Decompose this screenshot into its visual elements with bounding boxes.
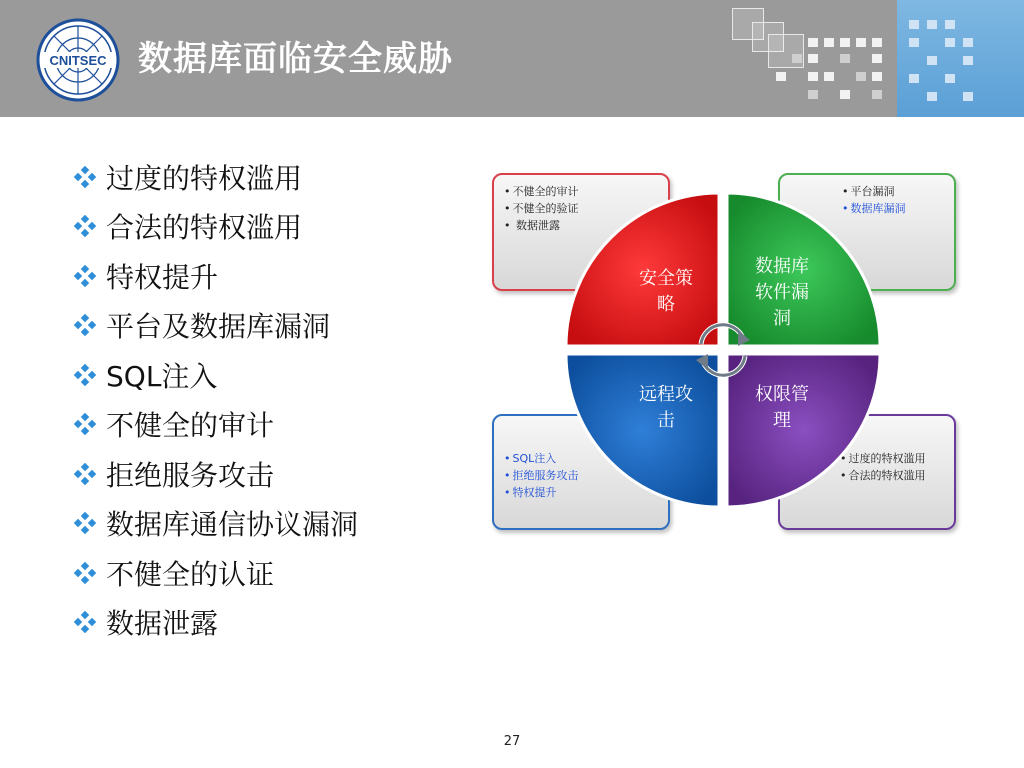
svg-text:CNITSEC: CNITSEC (49, 53, 107, 68)
decor-square (808, 54, 818, 63)
bullet-text: 拒绝服务攻击 (106, 458, 275, 492)
diamond-bullet-icon (74, 314, 96, 336)
diamond-bullet-icon (74, 413, 96, 435)
list-item (74, 400, 358, 450)
cnitsec-logo (36, 18, 120, 102)
decor-square (909, 38, 919, 47)
box-item: • 不健全的验证 (504, 200, 658, 217)
quadrant-label-security-policy: 安全策 略 (639, 268, 693, 315)
decor-square (808, 72, 818, 81)
decor-square (856, 72, 866, 81)
list-item (74, 449, 358, 499)
decor-square (840, 38, 850, 47)
decor-square (824, 72, 834, 81)
header-bar (0, 0, 1024, 117)
diamond-bullet-icon (74, 215, 96, 237)
box-item: • 平台漏洞 (842, 183, 944, 200)
decor-square (927, 56, 937, 65)
diamond-bullet-icon (74, 562, 96, 584)
threat-bullet-list (74, 152, 358, 647)
list-item (74, 251, 358, 301)
decor-square (945, 38, 955, 47)
list-item (74, 548, 358, 598)
decor-square (872, 38, 882, 47)
quadrant-label-privilege-mgmt: 权限管 理 (755, 384, 809, 431)
decor-square (927, 92, 937, 101)
box-item: • 特权提升 (504, 484, 658, 501)
page-title: 数据库面临安全威胁 (138, 39, 453, 79)
decor-square (872, 90, 882, 99)
box-item: • SQL注入 (504, 450, 658, 467)
decor-square (792, 54, 802, 63)
box-item: • 数据库漏洞 (842, 200, 944, 217)
diamond-bullet-icon (74, 463, 96, 485)
bullet-text: 特权提升 (106, 260, 219, 294)
decor-square (872, 72, 882, 81)
decor-square (856, 38, 866, 47)
bullet-text: 合法的特权滥用 (106, 211, 303, 245)
decor-square (945, 74, 955, 83)
decor-square (840, 54, 850, 63)
box-item: • 数据泄露 (504, 217, 658, 234)
bullet-text: 平台及数据库漏洞 (106, 310, 331, 344)
bullet-text: 数据库通信协议漏洞 (106, 508, 359, 542)
quadrant-label-remote-attack: 远程攻 击 (639, 384, 693, 431)
decor-square (808, 38, 818, 47)
list-item (74, 202, 358, 252)
cycle-arrows-icon (696, 325, 750, 375)
diamond-bullet-icon (74, 611, 96, 633)
decor-square (963, 38, 973, 47)
header-blue-panel (897, 0, 1024, 117)
list-item (74, 152, 358, 202)
quadrant-circle (562, 188, 884, 512)
decor-square (945, 20, 955, 29)
decor-square (776, 72, 786, 81)
box-item: • 不健全的审计 (504, 183, 658, 200)
diamond-bullet-icon (74, 512, 96, 534)
quadrant-label-db-software-vuln: 数据库 软件漏 洞 (755, 256, 809, 329)
list-item (74, 301, 358, 351)
decor-square (872, 54, 882, 63)
diamond-bullet-icon (74, 166, 96, 188)
decor-square (963, 92, 973, 101)
bullet-text: SQL注入 (106, 359, 218, 393)
bullet-text: 过度的特权滥用 (106, 161, 303, 195)
bullet-text: 不健全的审计 (106, 409, 275, 443)
diamond-bullet-icon (74, 265, 96, 287)
diamond-bullet-icon (74, 364, 96, 386)
decor-square (840, 90, 850, 99)
decor-square (808, 90, 818, 99)
decor-square (909, 74, 919, 83)
box-item: • 过度的特权滥用 (840, 450, 944, 467)
decor-square (927, 20, 937, 29)
decor-square (909, 20, 919, 29)
threat-quadrant-diagram (488, 168, 958, 532)
decor-square (824, 38, 834, 47)
bullet-text: 不健全的认证 (106, 557, 275, 591)
list-item (74, 598, 358, 648)
bullet-text: 数据泄露 (106, 607, 219, 641)
list-item (74, 350, 358, 400)
box-item: • 拒绝服务攻击 (504, 467, 658, 484)
page-number: 27 (503, 734, 521, 749)
box-item: • 合法的特权滥用 (840, 467, 944, 484)
list-item (74, 499, 358, 549)
decor-square (963, 56, 973, 65)
